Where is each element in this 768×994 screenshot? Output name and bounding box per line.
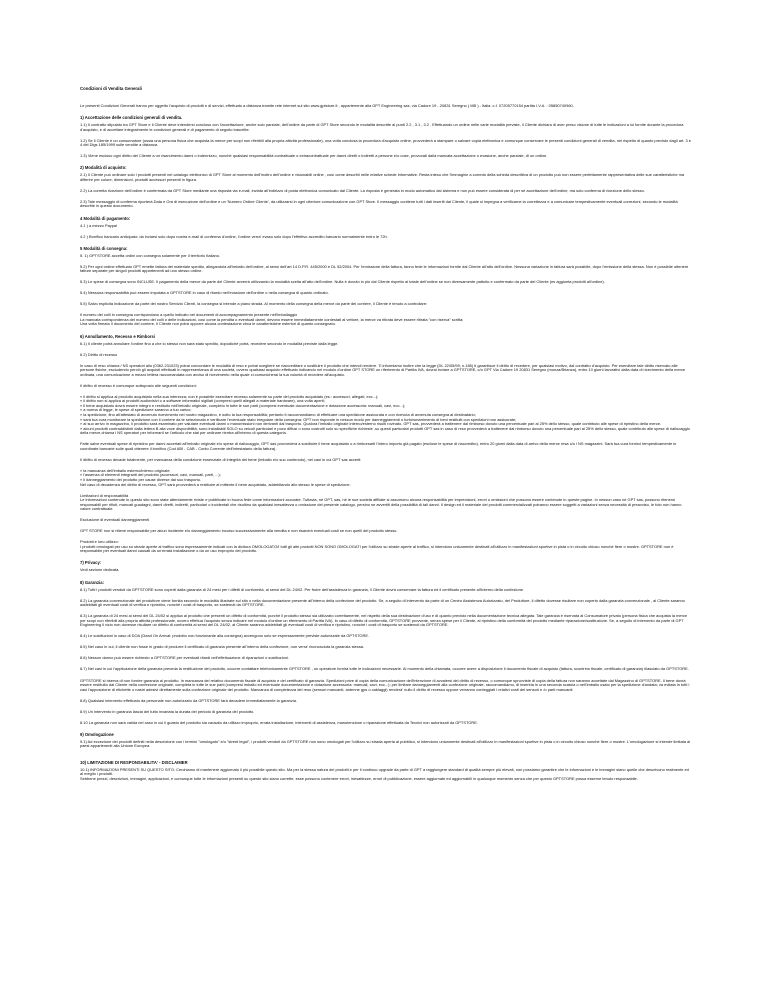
paragraph bbox=[80, 302, 692, 307]
paragraph bbox=[80, 200, 692, 209]
paragraph bbox=[80, 768, 692, 782]
paragraph bbox=[80, 173, 692, 182]
paragraph bbox=[80, 139, 692, 148]
section-heading: 9) Omologazione bbox=[80, 731, 114, 737]
paragraph bbox=[80, 568, 692, 573]
paragraph bbox=[80, 679, 692, 693]
paragraph-line: 10.1) INFORMAZIONI PRESENTI SU QUESTO SITO: Cerchiamo di mantenere aggiornato il più possibile questo sito. Ma per la stessa natura dei prodotti e per il continuo upgrade da parte di GPT a raggiungere standard di qualità sempre più elevati, non possiamo garantire che le informazioni e le immagini siano quelle che descrivono realmente ed al meglio i prodotti. bbox=[80, 766, 689, 777]
conditions-document bbox=[80, 86, 692, 788]
paragraph bbox=[80, 458, 692, 463]
paragraph bbox=[80, 353, 692, 358]
paragraph bbox=[80, 123, 692, 132]
paragraph bbox=[80, 469, 692, 487]
section-heading: 1) Accettazione delle condizioni generali di vendita. bbox=[80, 115, 183, 121]
section-heading: 10) LIMITAZIONE DI RESPONSABILITA' - DISCLAIMER bbox=[80, 759, 188, 765]
paragraph-line: Il diritto di recesso è comunque sottoposto alle seguenti condizioni: bbox=[80, 382, 197, 388]
paragraph-line: » alcuni prodotti contraddistinti dalla lettera B alla voce disponibilità, sono installabili SOLO su veicoli particolari e poco diffusi o sono costruiti solo su specifiche richieste ,su questi particolari prodotti GPT sas in caso di reso provvederà a trattenere dal rimborso dovuto una percentuale pari al 25% dello stesso, quale contributo alle spese di riallocaggio della merce,chiama i NS operatori per informarti se l'articolo che stai per ordinare rientra all'interno di questa categoria. bbox=[80, 425, 690, 436]
paragraph-line: 1.1) Il contratto stipulato tra GPT Store e il Cliente deve intendersi concluso con l'accettazione, anche solo parziale, dell'ordine da parte di GPT Store secondo le modalità descritte ai punti 2.2 , 3.1 , 3.2 . Effettuando un ordine nelle varie modalità previste, il Cliente dichiara di aver preso visione di tutte le indicazioni a lui fornite durante la procedura d'acquisto, e di accettare integralmente le condizioni generali e di pagamento di seguito trascritte. bbox=[80, 122, 684, 132]
paragraph-line: 8.1) Tutti i prodotti venduti da GPTSTORE sono coperti dalla garanzia di 24 mesi per i difetti di conformità, ai sensi del DL 24/02. Per fruire dell'assistenza in garanzia, il Cliente dovrà conservare la fattura ed il certificato presente all'interno della confezione. bbox=[80, 586, 525, 592]
paragraph-line: » la spedizione, fino all'attestato di avvenuto ricevimento nel nostro magazzino, è sotto la tua responsabilità; pertanto ti raccomandiamo di effettuare una spedizione assicurata e con ricevuta di avvenuta consegna al destinatario; bbox=[80, 412, 476, 417]
paragraph-line: Il numero dei colli in consegna corrispondano a quello indicato nei documenti di accompagnamento presente nell'imballaggio bbox=[80, 312, 298, 318]
paragraph bbox=[80, 599, 692, 608]
paragraph-line: » la mancanza dell'imballo esterno/interno originale; bbox=[80, 467, 171, 473]
paragraph bbox=[80, 645, 692, 650]
paragraph-line: 5.4) Nessuna responsabilità può essere imputata a GPTSTORE in caso di ritardo nell'evasione dell'ordine o nella consegna di quanto ordinato. bbox=[80, 290, 329, 296]
paragraph bbox=[80, 518, 692, 523]
paragraph-line: 2.3) Tale messaggio di conferma riporterà Data e Ora di esecuzione dell'ordine e un 'Numero Ordine Cliente', da utilizzarsi in ogni ulteriore comunicazione con GPT Store. Il messaggio contiene tutti i dati inseriti dal Cliente, il quale si impegna a verificarne la correttezza e a comunicare tempestivamente eventuali correzioni, secondo le modalità descritte in questo documento. bbox=[80, 198, 678, 209]
paragraph-line: 1.2) Se il Cliente è un consumatore (ossia una persona fisica che acquista la merce per scopi non riferibili alla propria attività professionale), una volta conclusa la procedura d'acquisto online, provvederà a stampare o salvare copia elettronica e comunque conservare le presenti condizioni generali di vendita, nel rispetto di quanto previsto dagli art. 3 e 4 del Dlgs 185/1999 sulle vendite a distanza. bbox=[80, 137, 691, 148]
paragraph-line: Sebbene prezzi, descrizioni, immagini, applicazioni, e comunque tutte le informazioni presenti su questo sito siano corrette, esse possono contenere errori, inesattezze, errori di pubblicazione, essere aggiornate ed aggiornabili in qualunque momento senza che per questo GPTSTORE possa esserne tenuto responsabile. bbox=[80, 775, 638, 781]
paragraph bbox=[80, 395, 692, 436]
paragraph-line: 4.2 ) Bonifico bancario anticipato: da inviarsi solo dopo nostra e-mail di conferma d'ordine, l'ordine verra' evaso solo dopo l'effettivo accredito bancario normalmente entro le 72h. bbox=[80, 233, 388, 239]
paragraph-line: I prodotti omologati per uso su strade aperte al traffico sono espressamente indicati con la dicitura OMOLOGATO/I tutti gli altri prodotti NON SONO OMOLOGATI per l'utilizzo su strade aperte al traffico, si intendono unicamente destinati all'utilizzo in manifestazioni sportive in pista o in circuito chiuso nonché fiere o mostre. GPTSTORE non è responsabile per eventuali danni causati da un'errata installazione o da un uso improprio del prodotto. bbox=[80, 543, 674, 554]
paragraph-line: 8.6) Nessun danno può essere richiesto a GPTSTORE per eventuali ritardi nell'effettuazione di riparazioni o sostituzioni. bbox=[80, 655, 289, 661]
paragraph-line: Le informazioni contenute in questo sito sono state attentamente riviste e pubblicate in buona fede come informazioni accurate. Tuttavia, né GPT, sas, né le sue società affiliate si assumono alcuna responsabilità per imprecisioni, errori o omissioni che possono essere contenute in queste pagine. In nessun caso né GPT sas, possono ritenersi responsabili per rifiuti, mancati guadagni, danni diretti, indiretti, particolari o incidentali che risultino da qualsiasi inesattezza o omissione del presente catalogo, persino se avvertiti della possibilità di tali danni. Il design ed il materiale dei prodotti commercializzati potranno essere soggetti a variazioni senza necessità di preavviso, le foto non hanno valore contrattuale. bbox=[80, 497, 682, 512]
paragraph-line: » il diritto si applica al prodotto acquistato nella sua interezza; non è possibile esercitare recesso solamente su parte del prodotto acquistato (es.: accessori, allegati, ecc...); bbox=[80, 393, 379, 399]
paragraph-line: 8.7) Nei casi in cui l'applicazione della garanzia preveda la restituzione del prodotto, occorre contattare telefonicamente GPTSTORE , un operatore fornirà tutte le indicazioni necessarie. Al momento della chiamata, occorre avere a disposizione il documento fiscale di acquisto (fattura, scontrino fiscale, certificato di garanzia) rilasciato da GPTSTORE. bbox=[80, 666, 689, 672]
section-heading: 8) Garanzia: bbox=[80, 579, 104, 585]
paragraph-line: Vedi sezione dedicata. bbox=[80, 567, 120, 573]
paragraph-line: 8.3) La garanzia di 24 mesi ai sensi del DL 24/02 si applica al prodotto che presenti un difetto di conformità, purché il prodotto stesso sia utilizzato correttamente, nel rispetto della sua destinazione d'uso e di quanto previsto nella documentazione tecnica allegata. Tale garanzia è riservata al Consumatore privato (persona fisica che acquista la merce per scopi non riferibili alla propria attività professionale, ovvero effettua l'acquisto senza indicare nel modulo d'ordine un riferimento di Partita IVA). In caso di difetto di conformità, GPTSTORE provvede, senza spese per il Cliente, al ripristino della conformità del prodotto mediante riparazione/sostituzione. Se, a seguito di intervento da parte di GPT Engineering il vizio non dovesse risultare un difetto di conformità ai sensi del DL 24/02, al Cliente saranno addebitati gli eventuali costi di verifica e ripristino, nonché i costi di trasporto se sostenuti da GPTSTORE. bbox=[80, 613, 688, 628]
paragraph-line: 8.4) Le sostituzioni in caso di DOA (Dead On Arrival: prodotto non funzionante alla consegna) avvengono solo se espressamente previste autorizzate da GPTSTORE. bbox=[80, 633, 370, 639]
paragraph bbox=[80, 291, 692, 296]
paragraph bbox=[80, 342, 692, 347]
paragraph-line: 8.10 La garanzia non sarà valida nel caso in cui il guasto del prodotto sia causato da utilizzo improprio, errata installazione, interventi di assistenza, manutenzione o riparazione effettuata da Tecnici non autorizzati da GPTSTORE. bbox=[80, 719, 478, 725]
paragraph bbox=[80, 588, 692, 593]
paragraph bbox=[80, 224, 692, 229]
section-heading: 2) Modalità di acquisto: bbox=[80, 165, 127, 171]
paragraph bbox=[80, 189, 692, 194]
paragraph-line: 8.2) La garanzia convenzionale del produttore viene fornita secondo le modalità illustrate sul sito o nella documentazione presente all'interno della confezione del prodotto. Se, a seguito di intervento da parte di un Centro Assistenza Autorizzato, del Produttore, il difetto dovesse risultare non coperto dalla garanzia convenzionale , al Cliente saranno addebitati gli eventuali costi di verifica e ripristino, nonché i costi di trasporto, se sostenuti da GPTSTORE. bbox=[80, 597, 685, 608]
paragraph bbox=[80, 656, 692, 661]
paragraph bbox=[80, 235, 692, 240]
section-heading: 7) Privacy: bbox=[80, 560, 102, 566]
paragraph-line: 5. 1) GPTSTORE accetta ordini con consegna solamente per il territorio Italiano. bbox=[80, 252, 220, 258]
paragraph bbox=[80, 104, 692, 109]
paragraph bbox=[80, 540, 692, 554]
paragraph-line: 6.1) Il cliente potrà annullare l'ordine fino a che lo stesso non sarà stato spedito, dopodiché potrà, recedere secondo le modalità previste dalla legge. bbox=[80, 340, 339, 346]
paragraph-line: In caso di reso chiama / NS operatori allo (0362-231023) potrai concordare le modalità di reso e potrai scegliere se riaccreditare o sostituire il prodotto che intendi rendere. Ti informiamo inoltre che la legge (DL 22/05/99, n.185) ti garantisce il diritto di recedere, per qualsiasi motivo, dal contratto d'acquisto. Per esercitare tale diritto riservato alle persone fisiche, escludendo perciò gli acquisti effettuati in rappresentanza di una società, ovvero qualsiasi acquisto effettuato indicando nel modulo d'ordine GPT STORE un riferimento di Partita IVA, dovrai inviare a GPTSTORE, c/o GPT Via Cadore 19 20831 Seregno (monza/Brianza), entro 10 giorni lavorativi dalla data di ricevimento della merce ordinata, una comunicazione a mezzo lettera raccomandata con avviso di ricevimento nella quale ci comunicherai la tua volontà di recedere all'acquisto. bbox=[80, 362, 686, 377]
paragraph-line: 6.2) Diritto di recesso bbox=[80, 351, 118, 357]
paragraph bbox=[80, 634, 692, 639]
section-heading: 5 Modalità di consegna: bbox=[80, 245, 128, 251]
paragraph-line: » al suo arrivo in magazzino, il prodotto sarà esaminato per valutare eventuali danni o manomissioni non derivanti dal trasporto. Qualora l'imballo originale interno/esterno risulti rovinato, GPT sas, provvederà a trattenere dal rimborso dovuto una percentuale pari al 25% dello stesso, quale contributo alle spese di ripristino della merce. bbox=[80, 421, 662, 427]
paragraph bbox=[80, 614, 692, 628]
paragraph bbox=[80, 384, 692, 389]
document-title: Condizioni di Vendita Generali bbox=[80, 86, 142, 91]
paragraph bbox=[80, 710, 692, 715]
paragraph bbox=[80, 254, 692, 259]
paragraph-line: » il bene acquistato dovrà essere integro e restituito nell'imballo originale, completo in tutte le sue parti (compresi eventuale documentazione e dotazione accessoria: manuali, cavi, ecc...); bbox=[80, 402, 406, 408]
paragraph-line: » il danneggiamento del prodotto per cause diverse dal suo trasporto. bbox=[80, 476, 202, 482]
paragraph-line: Prodotti e loro utilizzo: bbox=[80, 539, 119, 545]
paragraph-line: 5.3) Le spese di consegna sono INCLUSE. Il pagamento della merce da parte del Cliente avverrà utilizzando la modalità scelta all'atto dell'ordine. Nulla è dovuto in più dal Cliente rispetto al totale dell'ordine se non diversamente pattuito e confermato da parte del Cliente (es aggiunta prodotti all'ordine). bbox=[80, 279, 605, 285]
paragraph-line: Limitazioni di responsabilità bbox=[80, 492, 129, 498]
paragraph bbox=[80, 529, 692, 534]
paragraph-line: Le presenti Condizioni Generali hanno per oggetto l'acquisto di prodotti e di servizi, effettuato a distanza tramite rete internet sul sito www.gptstore.it , appartenente alla GPT Engineering sas, via Cadore 19 - 20831 Seregno ( MB ) - Italia. c.f. 07205770154 partita I.V.A. : 05850740960. bbox=[80, 103, 574, 108]
paragraph-line: 1.3) Viene escluso ogni diritto del Cliente a un risarcimento danni o indennizzo, nonché qualsiasi responsabilità contrattuale o extracontrattuale per danni diretti o indiretti a persone e/o cose, provocati dalla mancata accettazione o evasione, anche parziale, di un ordine. bbox=[80, 153, 548, 159]
paragraph-line: 5.5) Salvo esplicita indicazione da parte del nostro Servizio Clienti, la consegna si intende a piano strada. Al momento della consegna della merce da parte del corriere, il Cliente è tenuto a controllare: bbox=[80, 301, 428, 307]
paragraph bbox=[80, 721, 692, 726]
section-heading: 4 Modalità di pagamento: bbox=[80, 215, 131, 221]
paragraph-line: 4.1 ) a mezzo Paypal bbox=[80, 222, 117, 228]
section-heading: 6) Annullamento, Recesso e Rimborsi bbox=[80, 333, 156, 339]
paragraph bbox=[80, 364, 692, 378]
paragraph bbox=[80, 313, 692, 327]
paragraph bbox=[80, 740, 692, 749]
paragraph-line: 8.5) Nel caso in cui, il cliente non fosse in grado di produrre il certificato di garanzia presente all'interno della confezione, non verra' riconosciuta la garanzia stessa. bbox=[80, 644, 365, 650]
paragraph-line: La mancata corrispondenza del numero dei colli o delle indicazioni, così come la pendita o eventuali danni, devono essere immediatamente contestati al vettore, la merce va ritirata deve essere ritirata "con riserva" scritta; bbox=[80, 316, 464, 322]
paragraph-line: » l'assenza di elementi integranti del prodotto (accessori, cavi, manuali, parti, ...); bbox=[80, 472, 221, 478]
paragraph bbox=[80, 442, 692, 451]
paragraph bbox=[80, 667, 692, 672]
paragraph-line: Il diritto di recesso decade totalmente, per mancanza della condizione essenziale di integrità del bene (imballo e/o suo contenuto), nei casi in cui GPT sas accerti: bbox=[80, 456, 362, 462]
paragraph-line: Una volta firmato il documento del corriere, il Cliente non potrà opporre alcuna contestazione circa le caratteristiche esteriori di quanto consegnato. bbox=[80, 321, 336, 327]
paragraph bbox=[80, 280, 692, 285]
paragraph-line: GPT STORE non si ritiene responsabile per alcun incidente e/o danneggiamento incorso successivamente alla vendita e non risarcirà eventuali costi se non quelli del prodotto stesso. bbox=[80, 528, 398, 534]
paragraph-line: Nel caso di decadenza del diritto di recesso, GPT sarà provvederà a restituire al mittente il bene acquistato, addebitando allo stesso le spese di spedizione. bbox=[80, 481, 351, 487]
paragraph-line: 9.1) Ad eccezione dei prodotti definiti nella descrizione con i termini "omologato" e/o "street legal", i prodotti venduti da GPTSTORE non sono omologati per l'utilizzo su strada aperta al pubblico, si intendono unicamente destinati all'utilizzo in manifestazioni sportive in pista o in circuito chiuso nonché fiere o mostre. L'omologazione si intende limitata ai paesi appartenenti alla Unione Europea. bbox=[80, 738, 691, 749]
paragraph-line: GPTSTORE si riserva di non fornire garanzia al prodotto. In mancanza del relativo documento fiscale di acquisto e del certificato di garanzia. Spedizioni prive di copia della comunicazione dell'intenzione di avvalersi del diritto di recesso, o comunque sprovviste di copia della fattura non saranno accettate dal Magazzino di GPTSTORE. Il bene dovrà essere restituito dal Cliente nella confezione originale, completa in tutte le sue parti (compresi imballo ed eventuale documentazione e dotazione accessoria: manuali, cavi, ecc...); per limitare danneggiamenti alla confezione originale, raccomandiamo, di inserirla in una seconda scatola o nell'imballo usato per la spedizione d'andata; va evitata in tutti i casi l'apposizione di etichette o nastri adesivi direttamente sulla confezione originale del prodotto. Mancanza di completezza del reso (sensori mancanti, antenne gps o cablaggi) renderà' nullo il diritto di recesso oppure verranno conteggiati i relativi costi dei sensori e /o parti mancanti. bbox=[80, 677, 690, 692]
paragraph-line: » il diritto non si applica ai prodotti audiovisivi o a software informatici sigillati (compresi quelli allegati a materiale hardware), una volta aperti; bbox=[80, 398, 325, 404]
paragraph-line: » a norma di legge, le spese di spedizione saranno a tuo carico; bbox=[80, 407, 192, 413]
paragraph-line: 5.2) Per ogni ordine effettuato GPT emette fattura del materiale spedito, allegandola all'imballo dell'ordine, ai sensi dell'art 14 D.P.R. 445/2000 e DL 52/2004. Per l'emissione della fattura, fanno fede le informazioni fornite dal Cliente all'atto dell'ordine. Nessuna variazione in fattura sarà possibile, dopo l'emissione della stessa. Non è possibile ottenere fatture separate per singoli prodotti appartenenti ad uno stesso ordine. bbox=[80, 263, 689, 274]
paragraph-line: 2.2) La corretta ricezione dell'ordine è confermata da GPT Store mediante una risposta via e-mail, inviata all'indirizzo di posta elettronica comunicato dal Cliente. La risposta è generata in modo automatico dal sistema e non può essere considerata di per sé accettazione dell'ordine, ma solo conferma di ricezione dello stesso. bbox=[80, 187, 645, 193]
paragraph-line: 8.8) Qualsiasi intervento effettuato da personale non autorizzato da GPTSTORE farà decadere immediatamente la garanzia. bbox=[80, 697, 297, 703]
paragraph bbox=[80, 154, 692, 159]
paragraph-line: Fatte salve eventuali spese di ripristino per danni accertati all'imballo originale e/o spese di riallocaggio, GPT sas provvederà a sostituire il bene acquistato o a rimborsarti l'intero importo già pagato (escluse le spese di riaccredito), entro 20 giorni dalla data di arrivo della merce resa c/o i NS magazzini. Sarà tua cura fornirci tempestivamente le coordinate bancarie sulle quali ottenere il bonifico (Cod ABI - CAB - Conto Corrente dell'intestatario della fattura). bbox=[80, 441, 677, 451]
paragraph bbox=[80, 265, 692, 274]
document-body bbox=[80, 104, 692, 782]
paragraph-line: 8.9) Un intervento in garanzia lascia del tutto invariata la durata del periodo di garanzia del prodotto. bbox=[80, 708, 255, 714]
paragraph bbox=[80, 699, 692, 704]
paragraph-line: Esclusione di eventuali danneggiamenti bbox=[80, 517, 150, 523]
paragraph-line: 2.1) Il Cliente può ordinare solo i prodotti presenti nel catalogo elettronico di GPT Store al momento dell'inoltro dell'ordine e visionabili online , così come descritti nelle relative schede informative. Resta inteso che l'immagine a corredo della scheda descrittiva di un prodotto può non essere perfettamente rappresentativa delle sue caratteristiche ma differire per colore, dimensioni, prodotti accessori presenti in figura. bbox=[80, 172, 685, 182]
paragraph-line: » sarà tua cura monitorare la spedizione con il corriere da te selezionato e verificare l'eventuale stato irregolare della consegna; GPT non risponde in nessun modo per danneggiamenti o furto/smarrimento di beni restituiti con spedizioni non assicurate; bbox=[80, 416, 517, 422]
paragraph bbox=[80, 494, 692, 512]
